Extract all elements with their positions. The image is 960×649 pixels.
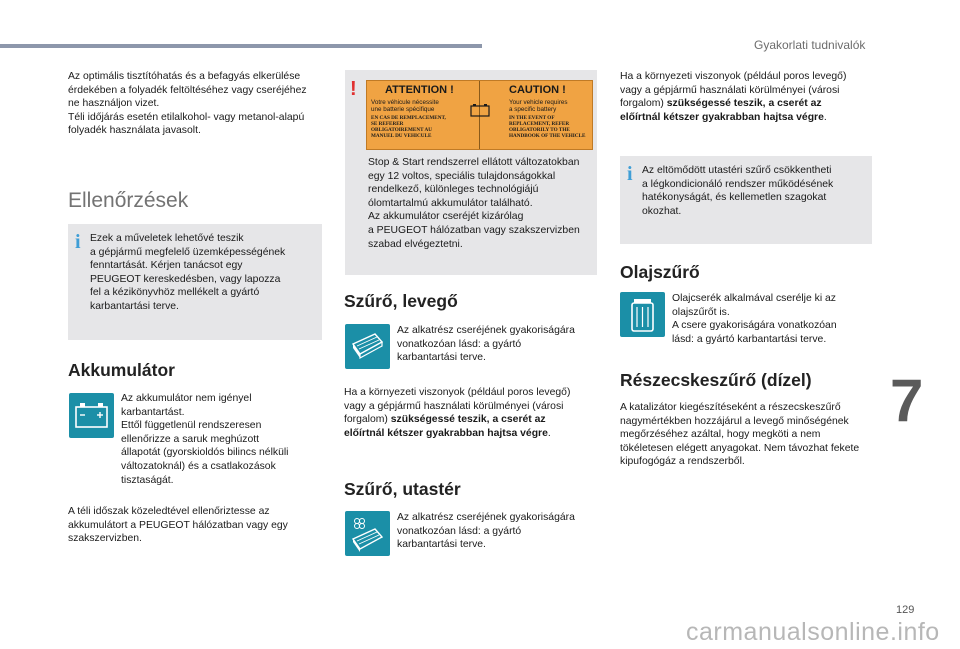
checks-heading: Ellenőrzések bbox=[68, 189, 189, 212]
battery-line: karbantartást. bbox=[121, 406, 185, 418]
intro-line: ne használjon vizet. bbox=[68, 98, 160, 110]
dpf-line: nagymértékben hozzájárul a levegő minőségének bbox=[620, 415, 849, 427]
stopstart-line: a PEUGEOT hálózatban vagy szakszervizben bbox=[368, 224, 580, 236]
intro-line: Az optimális tisztítóhatás és a befagyás elkerülése bbox=[68, 71, 301, 82]
airfilter-line: karbantartási terve. bbox=[397, 352, 486, 364]
note-line: fenntartását. Kérjen tanácsot egy bbox=[90, 260, 243, 272]
note-line: PEUGEOT kereskedésben, vagy lapozza bbox=[90, 273, 281, 285]
air-filter-icon bbox=[345, 324, 390, 369]
env-line: Ha a környezeti viszonyok (például poros levegő) bbox=[344, 387, 571, 398]
oil-line: Olajcserék alkalmával cserélje ki az bbox=[672, 293, 836, 304]
env-line: előírtnál kétszer gyakrabban hajtsa végre. bbox=[620, 111, 827, 123]
label-fr-caps: EN CAS DE REMPLACEMENT, SE REFERER OBLIGATOIREMENT AU MANUEL DU VEHICULE bbox=[371, 115, 446, 139]
header-bar bbox=[0, 44, 482, 48]
stopstart-line: rendelkező, különleges technológiájú bbox=[368, 184, 539, 196]
label-fr-small: Votre véhicule nécessite une batterie spécifique bbox=[371, 99, 439, 113]
stopstart-line: Stop & Start rendszerrel ellátott változatokban bbox=[368, 157, 580, 168]
airfilter-line: Az alkatrész cseréjének gyakoriságára bbox=[397, 325, 575, 336]
airfilter-text bbox=[397, 324, 597, 365]
dpf-heading: Részecskeszűrő (dízel) bbox=[620, 370, 812, 390]
oil-line: A csere gyakoriságára vonatkozóan bbox=[672, 320, 837, 332]
battery-line: ellenőrizze a saruk meghúzott bbox=[121, 433, 260, 445]
airfilter-line: vonatkozóan lásd: a gyártó bbox=[397, 338, 522, 350]
env-line: Ha a környezeti viszonyok (például poros levegő) bbox=[620, 71, 847, 82]
stopstart-line: Az akkumulátor cseréjét kizárólag bbox=[368, 211, 524, 223]
airfilter-heading: Szűrő, levegő bbox=[344, 291, 458, 311]
page-number: 129 bbox=[896, 604, 915, 616]
note-line: okozhat. bbox=[642, 205, 682, 217]
label-en-small: Your vehicle requires a specific battery bbox=[509, 99, 568, 113]
dpf-line: A katalizátor kiegészítéseként a részecskeszűrő bbox=[620, 402, 841, 413]
watermark: carmanualsonline.info bbox=[686, 618, 940, 646]
battery-line: tisztaságát. bbox=[121, 474, 174, 486]
stopstart-text bbox=[368, 156, 596, 251]
oil-filter-icon bbox=[620, 292, 665, 337]
section-title: Gyakorlati tudnivalók bbox=[754, 38, 866, 52]
cabin-line: karbantartási terve. bbox=[397, 539, 486, 551]
winter-line: szakszervizben. bbox=[68, 533, 142, 545]
battery-heading: Akkumulátor bbox=[68, 360, 175, 380]
cabin-line: vonatkozóan lásd: a gyártó bbox=[397, 525, 522, 537]
label-caution: CAUTION ! bbox=[509, 84, 566, 96]
intro-text bbox=[68, 70, 330, 138]
dpf-line: tökéletesen elégett anyagokat. Nem távozhat fekete bbox=[620, 442, 860, 454]
cabinfilter-heading: Szűrő, utastér bbox=[344, 479, 461, 499]
intro-line: folyadék használata javasolt. bbox=[68, 125, 201, 137]
env-line: forgalom) szükségessé teszik, a cserét az bbox=[620, 98, 822, 110]
oilfilter-heading: Olajszűrő bbox=[620, 262, 700, 282]
battery-line: változatoknál) és a csatlakozások bbox=[121, 460, 276, 472]
battery-warning-label bbox=[366, 80, 593, 150]
oilfilter-text bbox=[672, 292, 872, 346]
dpf-text bbox=[620, 401, 882, 469]
env-text-1 bbox=[344, 386, 600, 440]
battery-line: Az akkumulátor nem igényel bbox=[121, 393, 252, 404]
label-attention: ATTENTION ! bbox=[385, 84, 454, 96]
env-text-2 bbox=[620, 70, 882, 124]
stopstart-line: ólomtartalmú akkumulátor található. bbox=[368, 197, 533, 209]
battery-line: állapotát (gyorskioldós bilincs nélküli bbox=[121, 447, 289, 459]
dpf-line: megőrzéséhez azáltal, hogy megköti a nem bbox=[620, 429, 821, 441]
battery-text bbox=[121, 392, 321, 487]
stopstart-line: szabad elvégeztetni. bbox=[368, 238, 463, 250]
note-line: Ezek a műveletek lehetővé teszik bbox=[90, 233, 244, 244]
note-line: karbantartási terve. bbox=[90, 300, 179, 312]
env-line: forgalom) szükségessé teszik, a cserét az bbox=[344, 414, 546, 426]
note-line: hatékonyságát, és kellemetlen szagokat bbox=[642, 192, 827, 204]
cabin-line: Az alkatrész cseréjének gyakoriságára bbox=[397, 512, 575, 523]
battery-line: Ettől függetlenül rendszeresen bbox=[121, 420, 262, 432]
info-icon: i bbox=[627, 163, 633, 185]
info-icon: i bbox=[75, 231, 81, 253]
oil-line: olajszűrőt is. bbox=[672, 306, 730, 318]
env-line: vagy a gépjármű használati körülményei (városi bbox=[620, 84, 840, 96]
cabin-filter-icon bbox=[345, 511, 390, 556]
dpf-line: kipufogógáz a rendszerből. bbox=[620, 456, 745, 468]
cabinfilter-text bbox=[397, 511, 597, 552]
env-line: vagy a gépjármű használati körülményei (városi bbox=[344, 400, 564, 412]
checks-note bbox=[68, 224, 322, 340]
winter-line: akkumulátort a PEUGEOT hálózatban vagy egy bbox=[68, 519, 288, 531]
warning-exclamation-icon: ! bbox=[350, 78, 357, 100]
label-battery-icon bbox=[469, 103, 491, 117]
note-line: Az eltömődött utastéri szűrő csökkentheti bbox=[642, 165, 832, 176]
note-line: a gépjármű megfelelő üzemképességének bbox=[90, 246, 286, 258]
intro-line: Téli időjárás esetén etilalkohol- vagy metanol-alapú bbox=[68, 111, 305, 123]
intro-line: érdekében a folyadék feltöltéséhez vagy cseréjéhez bbox=[68, 84, 307, 96]
note-line: fel a kézikönyvhöz mellékelt a gyártó bbox=[90, 287, 260, 299]
label-en-caps: IN THE EVENT OF REPLACEMENT, REFER OBLIGATORILY TO THE HANDBOOK OF THE VEHICLE bbox=[509, 115, 586, 139]
winter-line: A téli időszak közeledtével ellenőriztesse az bbox=[68, 506, 270, 517]
winter-text bbox=[68, 505, 330, 546]
stopstart-line: egy 12 voltos, speciális tulajdonságokkal bbox=[368, 170, 556, 182]
chapter-number: 7 bbox=[890, 367, 924, 434]
oil-line: lásd: a gyártó karbantartási terve. bbox=[672, 333, 827, 345]
battery-icon bbox=[69, 393, 114, 438]
note-line: a légkondicionáló rendszer működésének bbox=[642, 178, 834, 190]
env-line: előírtnál kétszer gyakrabban hajtsa végre. bbox=[344, 427, 551, 439]
clog-note bbox=[620, 156, 872, 244]
